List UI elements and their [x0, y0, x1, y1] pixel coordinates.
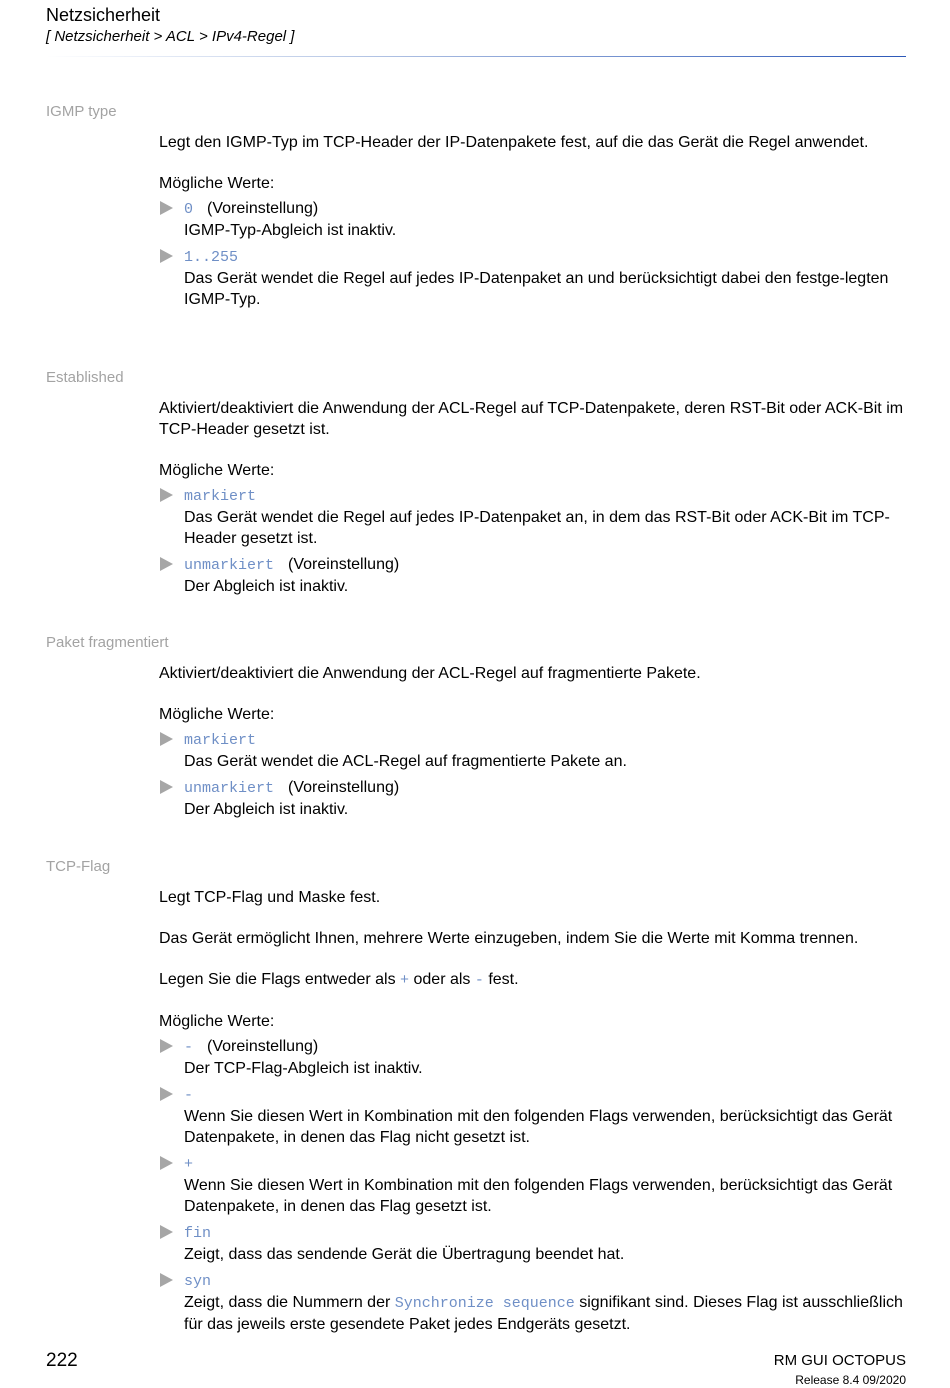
section-description: Legt TCP-Flag und Maske fest. [159, 889, 381, 906]
default-note: (Voreinstellung) [288, 556, 400, 573]
plus-code: + [400, 972, 410, 989]
option-value: - [184, 1039, 194, 1056]
option-description: Zeigt, dass die Nummern der Synchronize sequence signifikant sind. Dieses Flag ist ausschließlich für das jeweils erste gesendete Paket jedes Endgeräts gesetzt. [184, 1294, 903, 1333]
default-note: (Voreinstellung) [207, 200, 319, 217]
bullet-triangle-icon [160, 1225, 173, 1239]
option-description: Das Gerät wendet die Regel auf jedes IP-Datenpaket an und berücksichtigt dabei den festge-legten IGMP-Typ. [184, 270, 889, 308]
bullet-triangle-icon [160, 201, 173, 215]
bullet-triangle-icon [160, 249, 173, 263]
bullet-triangle-icon [160, 732, 173, 746]
option-item [159, 198, 909, 241]
option-item [159, 1222, 909, 1265]
option-item [159, 246, 909, 310]
values-heading: Mögliche Werte: [159, 462, 275, 479]
footer-product-info [774, 1352, 906, 1388]
option-item [159, 554, 909, 597]
option-item [159, 729, 909, 772]
section-description: Aktiviert/deaktiviert die Anwendung der ACL-Regel auf TCP-Datenpakete, deren RST-Bit oder ACK-Bit im TCP-Header gesetzt ist. [159, 400, 904, 438]
release-info: Release 8.4 09/2020 [795, 1373, 906, 1387]
option-value: + [184, 1156, 194, 1173]
chapter-title: Netzsicherheit [46, 5, 161, 25]
section-label: Established [46, 369, 124, 386]
option-item [159, 485, 909, 549]
values-heading: Mögliche Werte: [159, 706, 275, 723]
option-item [159, 777, 909, 820]
option-value: syn [184, 1273, 212, 1290]
bullet-triangle-icon [160, 1039, 173, 1053]
bullet-triangle-icon [160, 1273, 173, 1287]
option-value: fin [184, 1225, 212, 1242]
synchronize-sequence-code: Synchronize sequence [394, 1295, 575, 1312]
option-item [159, 1270, 909, 1335]
multi-values-note: Das Gerät ermöglicht Ihnen, mehrere Werte einzugeben, indem Sie die Werte mit Komma trennen. [159, 930, 859, 947]
section-label: Paket fragmentiert [46, 634, 169, 651]
option-value: unmarkiert [184, 557, 275, 574]
option-description: Wenn Sie diesen Wert in Kombination mit den folgenden Flags verwenden, berücksichtigt das Gerät Datenpakete, in denen das Flag nicht gesetzt ist. [184, 1108, 893, 1146]
bullet-triangle-icon [160, 557, 173, 571]
bullet-triangle-icon [160, 488, 173, 502]
section-label: IGMP type [46, 103, 117, 120]
option-item [159, 1084, 909, 1148]
flags-hint: Legen Sie die Flags entweder als + oder als - fest. [159, 971, 519, 989]
option-value: 0 [184, 201, 194, 218]
option-description: Zeigt, dass das sendende Gerät die Übertragung beendet hat. [184, 1246, 625, 1263]
page-number: 222 [46, 1350, 78, 1371]
header-divider [46, 56, 906, 57]
section-description: Legt den IGMP-Typ im TCP-Header der IP-Datenpakete fest, auf die das Gerät die Regel anwendet. [159, 134, 869, 151]
section-description: Aktiviert/deaktiviert die Anwendung der ACL-Regel auf fragmentierte Pakete. [159, 665, 701, 682]
option-description: Der TCP-Flag-Abgleich ist inaktiv. [184, 1060, 423, 1077]
values-heading: Mögliche Werte: [159, 1013, 275, 1030]
option-description: Der Abgleich ist inaktiv. [184, 578, 349, 595]
page-header [46, 4, 906, 47]
option-value: markiert [184, 488, 257, 505]
option-item [159, 1036, 909, 1079]
option-value: markiert [184, 732, 257, 749]
product-name: RM GUI OCTOPUS [773, 1352, 906, 1369]
option-description: IGMP-Typ-Abgleich ist inaktiv. [184, 222, 397, 239]
default-note: (Voreinstellung) [288, 779, 400, 796]
bullet-triangle-icon [160, 1156, 173, 1170]
option-value: - [184, 1087, 194, 1104]
breadcrumb: [ Netzsicherheit > ACL > IPv4-Regel ] [46, 28, 295, 45]
minus-code: - [474, 972, 484, 989]
bullet-triangle-icon [160, 1087, 173, 1101]
option-value: 1..255 [184, 249, 239, 266]
option-description: Wenn Sie diesen Wert in Kombination mit den folgenden Flags verwenden, berücksichtigt das Gerät Datenpakete, in denen das Flag gesetzt ist. [184, 1177, 893, 1215]
bullet-triangle-icon [160, 780, 173, 794]
option-description: Das Gerät wendet die Regel auf jedes IP-Datenpaket an, in dem das RST-Bit oder ACK-Bit im TCP-Header gesetzt ist. [184, 509, 890, 547]
values-heading: Mögliche Werte: [159, 175, 275, 192]
option-description: Der Abgleich ist inaktiv. [184, 801, 349, 818]
default-note: (Voreinstellung) [207, 1038, 319, 1055]
option-description: Das Gerät wendet die ACL-Regel auf fragmentierte Pakete an. [184, 753, 627, 770]
section-label: TCP-Flag [46, 858, 111, 875]
option-item [159, 1153, 909, 1217]
option-value: unmarkiert [184, 780, 275, 797]
